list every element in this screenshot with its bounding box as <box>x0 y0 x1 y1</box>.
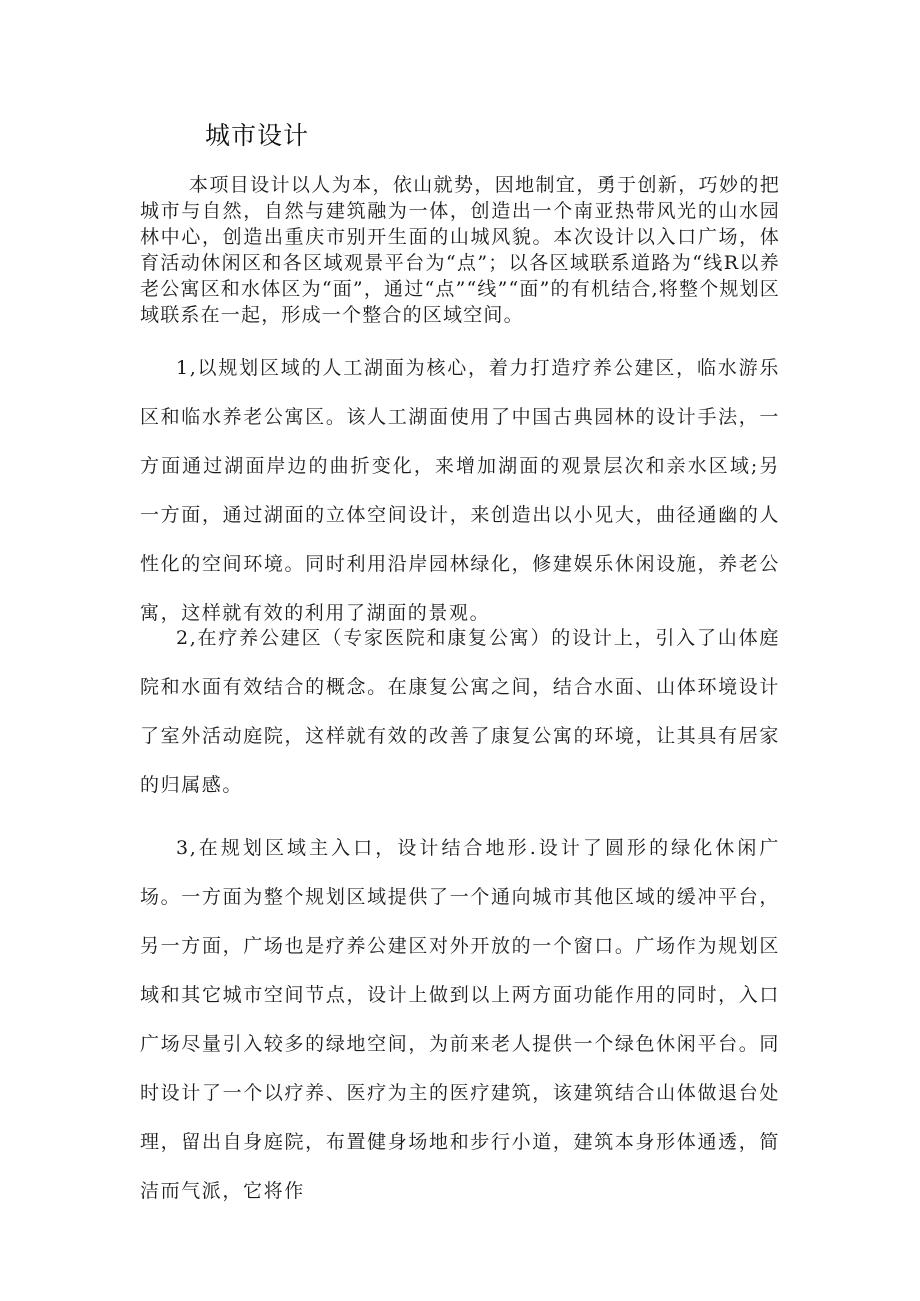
document-title: 城市设计 <box>205 121 310 150</box>
body-paragraph-3: 3,在规划区域主入口，设计结合地形.设计了圆形的绿化休闲广场。一方面为整个规划区域提供了一个通向城市其他区域的缓冲平台，另一方面，广场也是疗养公建区对外开放的一个窗口。广场作为规划区域和其它城市空间节点，设计上做到以上两方面功能作用的同时，入口广场尽量引入较多的绿地空间，为前来老人提供一个绿色休闲平台。同时设计了一个以疗养、医疗为主的医疗建筑，该建筑结合山体做退台处理，留出自身庭院，布置健身场地和步行小道，建筑本身形体通透，简洁而气派，它将作 <box>140 837 780 1202</box>
body-paragraph-2: 2,在疗养公建区（专家医院和康复公寓）的设计上，引入了山体庭院和水面有效结合的概念。在康复公寓之间，结合水面、山体环境设计了室外活动庭院，这样就有效的改善了康复公寓的环境，让其具有居家的归属感。 <box>140 627 780 796</box>
body-paragraph-1: 1,以规划区域的人工湖面为核心，着力打造疗养公建区，临水游乐区和临水养老公寓区。该人工湖面使用了中国古典园林的设计手法，一方面通过湖面岸边的曲折变化，来增加湖面的观景层次和亲水区域;另一方面，通过湖面的立体空间设计，来创造出以小见大，曲径通幽的人性化的空间环境。同时利用沿岸园林绿化，修建娱乐休闲设施，养老公寓，这样就有效的利用了湖面的景观。 <box>140 357 780 624</box>
intro-paragraph: 本项目设计以人为本，依山就势，因地制宜，勇于创新，巧妙的把城市与自然，自然与建筑融为一体，创造出一个南亚热带风光的山水园林中心，创造出重庆市别开生面的山城风貌。本次设计以入口广场，体育活动休闲区和各区域观景平台为“点”；以各区域联系道路为“线R以养老公寓区和水体区为“面”，通过“点”“线”“面”的有机结合,将整个规划区域联系在一起，形成一个整合的区域空间。 <box>140 174 780 326</box>
